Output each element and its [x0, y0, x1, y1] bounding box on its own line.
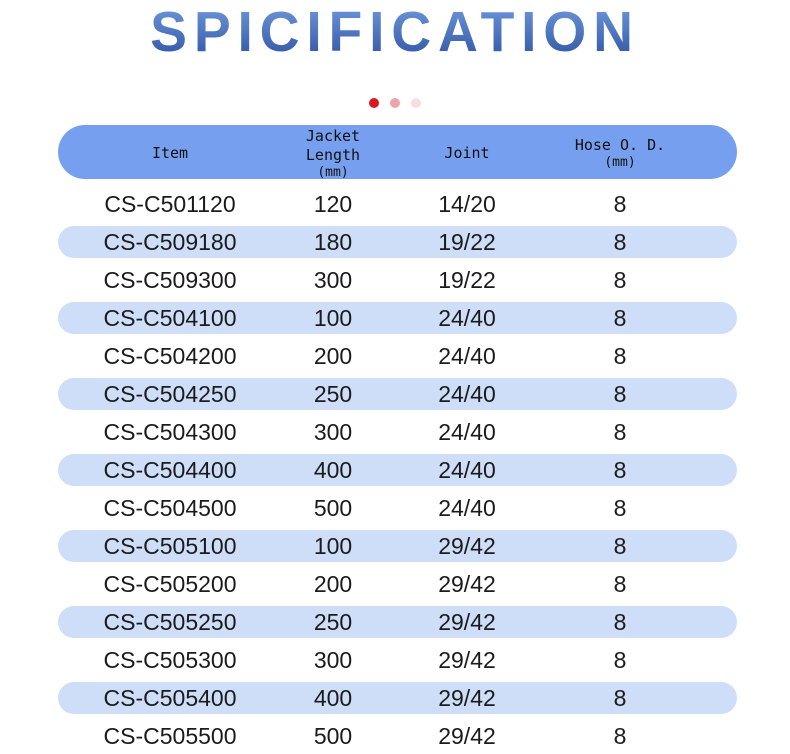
table-row [58, 451, 737, 489]
cell-joint: 24/40 [438, 342, 496, 369]
cell-jacket-length: 250 [313, 608, 353, 635]
cell-hose-od: 8 [613, 190, 627, 217]
table-row [58, 565, 737, 603]
cell-joint: 29/42 [438, 722, 496, 749]
cell-jacket-length: 200 [313, 570, 353, 597]
cell-jacket-length: 500 [313, 494, 353, 521]
cell-jacket-length: 100 [313, 304, 353, 331]
cell-joint: 14/20 [438, 190, 496, 217]
cell-item: CS-C504400 [103, 456, 237, 483]
cell-hose-od: 8 [613, 228, 627, 255]
table-row [58, 527, 737, 565]
cell-jacket-length: 100 [313, 532, 353, 559]
pagination-dot-page-2[interactable] [390, 98, 400, 108]
cell-item: CS-C505300 [103, 646, 237, 673]
column-header-jacket-length [282, 125, 384, 180]
table-row [58, 299, 737, 337]
pagination-dots [0, 98, 790, 108]
cell-item: CS-C504300 [103, 418, 237, 445]
cell-hose-od: 8 [613, 380, 627, 407]
cell-joint: 24/40 [438, 380, 496, 407]
cell-item: CS-C505200 [103, 570, 237, 597]
column-header-hose-od-label: Hose O. D. [574, 136, 666, 155]
cell-hose-od: 8 [613, 570, 627, 597]
table-row [58, 641, 737, 679]
cell-item: CS-C504500 [103, 494, 237, 521]
pagination-dot-page-3[interactable] [411, 98, 421, 108]
cell-hose-od: 8 [613, 494, 627, 521]
table-row [58, 717, 737, 754]
cell-joint: 29/42 [438, 532, 496, 559]
table-row [58, 375, 737, 413]
table-row [58, 603, 737, 641]
column-header-jacket-length-unit: (mm) [317, 164, 349, 180]
table-row [58, 413, 737, 451]
cell-jacket-length: 180 [313, 228, 353, 255]
cell-joint: 19/22 [438, 266, 496, 293]
table-row [58, 185, 737, 223]
table-row [58, 337, 737, 375]
cell-joint: 29/42 [438, 684, 496, 711]
cell-item: CS-C505250 [103, 608, 237, 635]
cell-hose-od: 8 [613, 532, 627, 559]
cell-jacket-length: 120 [313, 190, 353, 217]
cell-jacket-length: 200 [313, 342, 353, 369]
cell-joint: 24/40 [438, 418, 496, 445]
column-header-item-label: Item [151, 144, 189, 163]
cell-joint: 19/22 [438, 228, 496, 255]
cell-item: CS-C505100 [103, 532, 237, 559]
cell-joint: 24/40 [438, 456, 496, 483]
cell-hose-od: 8 [613, 722, 627, 749]
cell-hose-od: 8 [613, 608, 627, 635]
page-title: SPICIFICATION [12, 4, 778, 61]
column-header-jacket-length-label: Jacket Length [305, 127, 361, 164]
table-body [58, 185, 737, 754]
cell-item: CS-C505500 [103, 722, 237, 749]
table-row [58, 679, 737, 717]
cell-item: CS-C504200 [103, 342, 237, 369]
table-row [58, 489, 737, 527]
cell-hose-od: 8 [613, 684, 627, 711]
cell-item: CS-C504100 [103, 304, 237, 331]
cell-hose-od: 8 [613, 342, 627, 369]
column-header-hose-od-unit: (mm) [604, 155, 636, 171]
cell-item: CS-C505400 [103, 684, 237, 711]
cell-joint: 29/42 [438, 646, 496, 673]
column-header-joint [384, 142, 550, 163]
cell-item: CS-C509180 [103, 228, 237, 255]
cell-jacket-length: 400 [313, 684, 353, 711]
cell-item: CS-C501120 [104, 190, 236, 217]
column-header-joint-label: Joint [444, 144, 490, 163]
cell-jacket-length: 500 [313, 722, 353, 749]
cell-jacket-length: 400 [313, 456, 353, 483]
cell-joint: 29/42 [438, 570, 496, 597]
cell-hose-od: 8 [613, 418, 627, 445]
table-row [58, 223, 737, 261]
cell-hose-od: 8 [613, 646, 627, 673]
cell-hose-od: 8 [613, 456, 627, 483]
cell-joint: 24/40 [438, 494, 496, 521]
cell-joint: 29/42 [438, 608, 496, 635]
cell-hose-od: 8 [613, 266, 627, 293]
column-header-item [58, 142, 282, 163]
cell-jacket-length: 250 [313, 380, 353, 407]
cell-jacket-length: 300 [313, 418, 353, 445]
cell-jacket-length: 300 [313, 266, 353, 293]
cell-item: CS-C504250 [103, 380, 237, 407]
cell-jacket-length: 300 [313, 646, 353, 673]
cell-item: CS-C509300 [103, 266, 237, 293]
table-header-row [58, 125, 737, 179]
cell-hose-od: 8 [613, 304, 627, 331]
cell-joint: 24/40 [438, 304, 496, 331]
column-header-hose-od [550, 134, 690, 170]
specification-table [58, 125, 737, 754]
table-row [58, 261, 737, 299]
pagination-dot-page-1-active[interactable] [369, 98, 379, 108]
